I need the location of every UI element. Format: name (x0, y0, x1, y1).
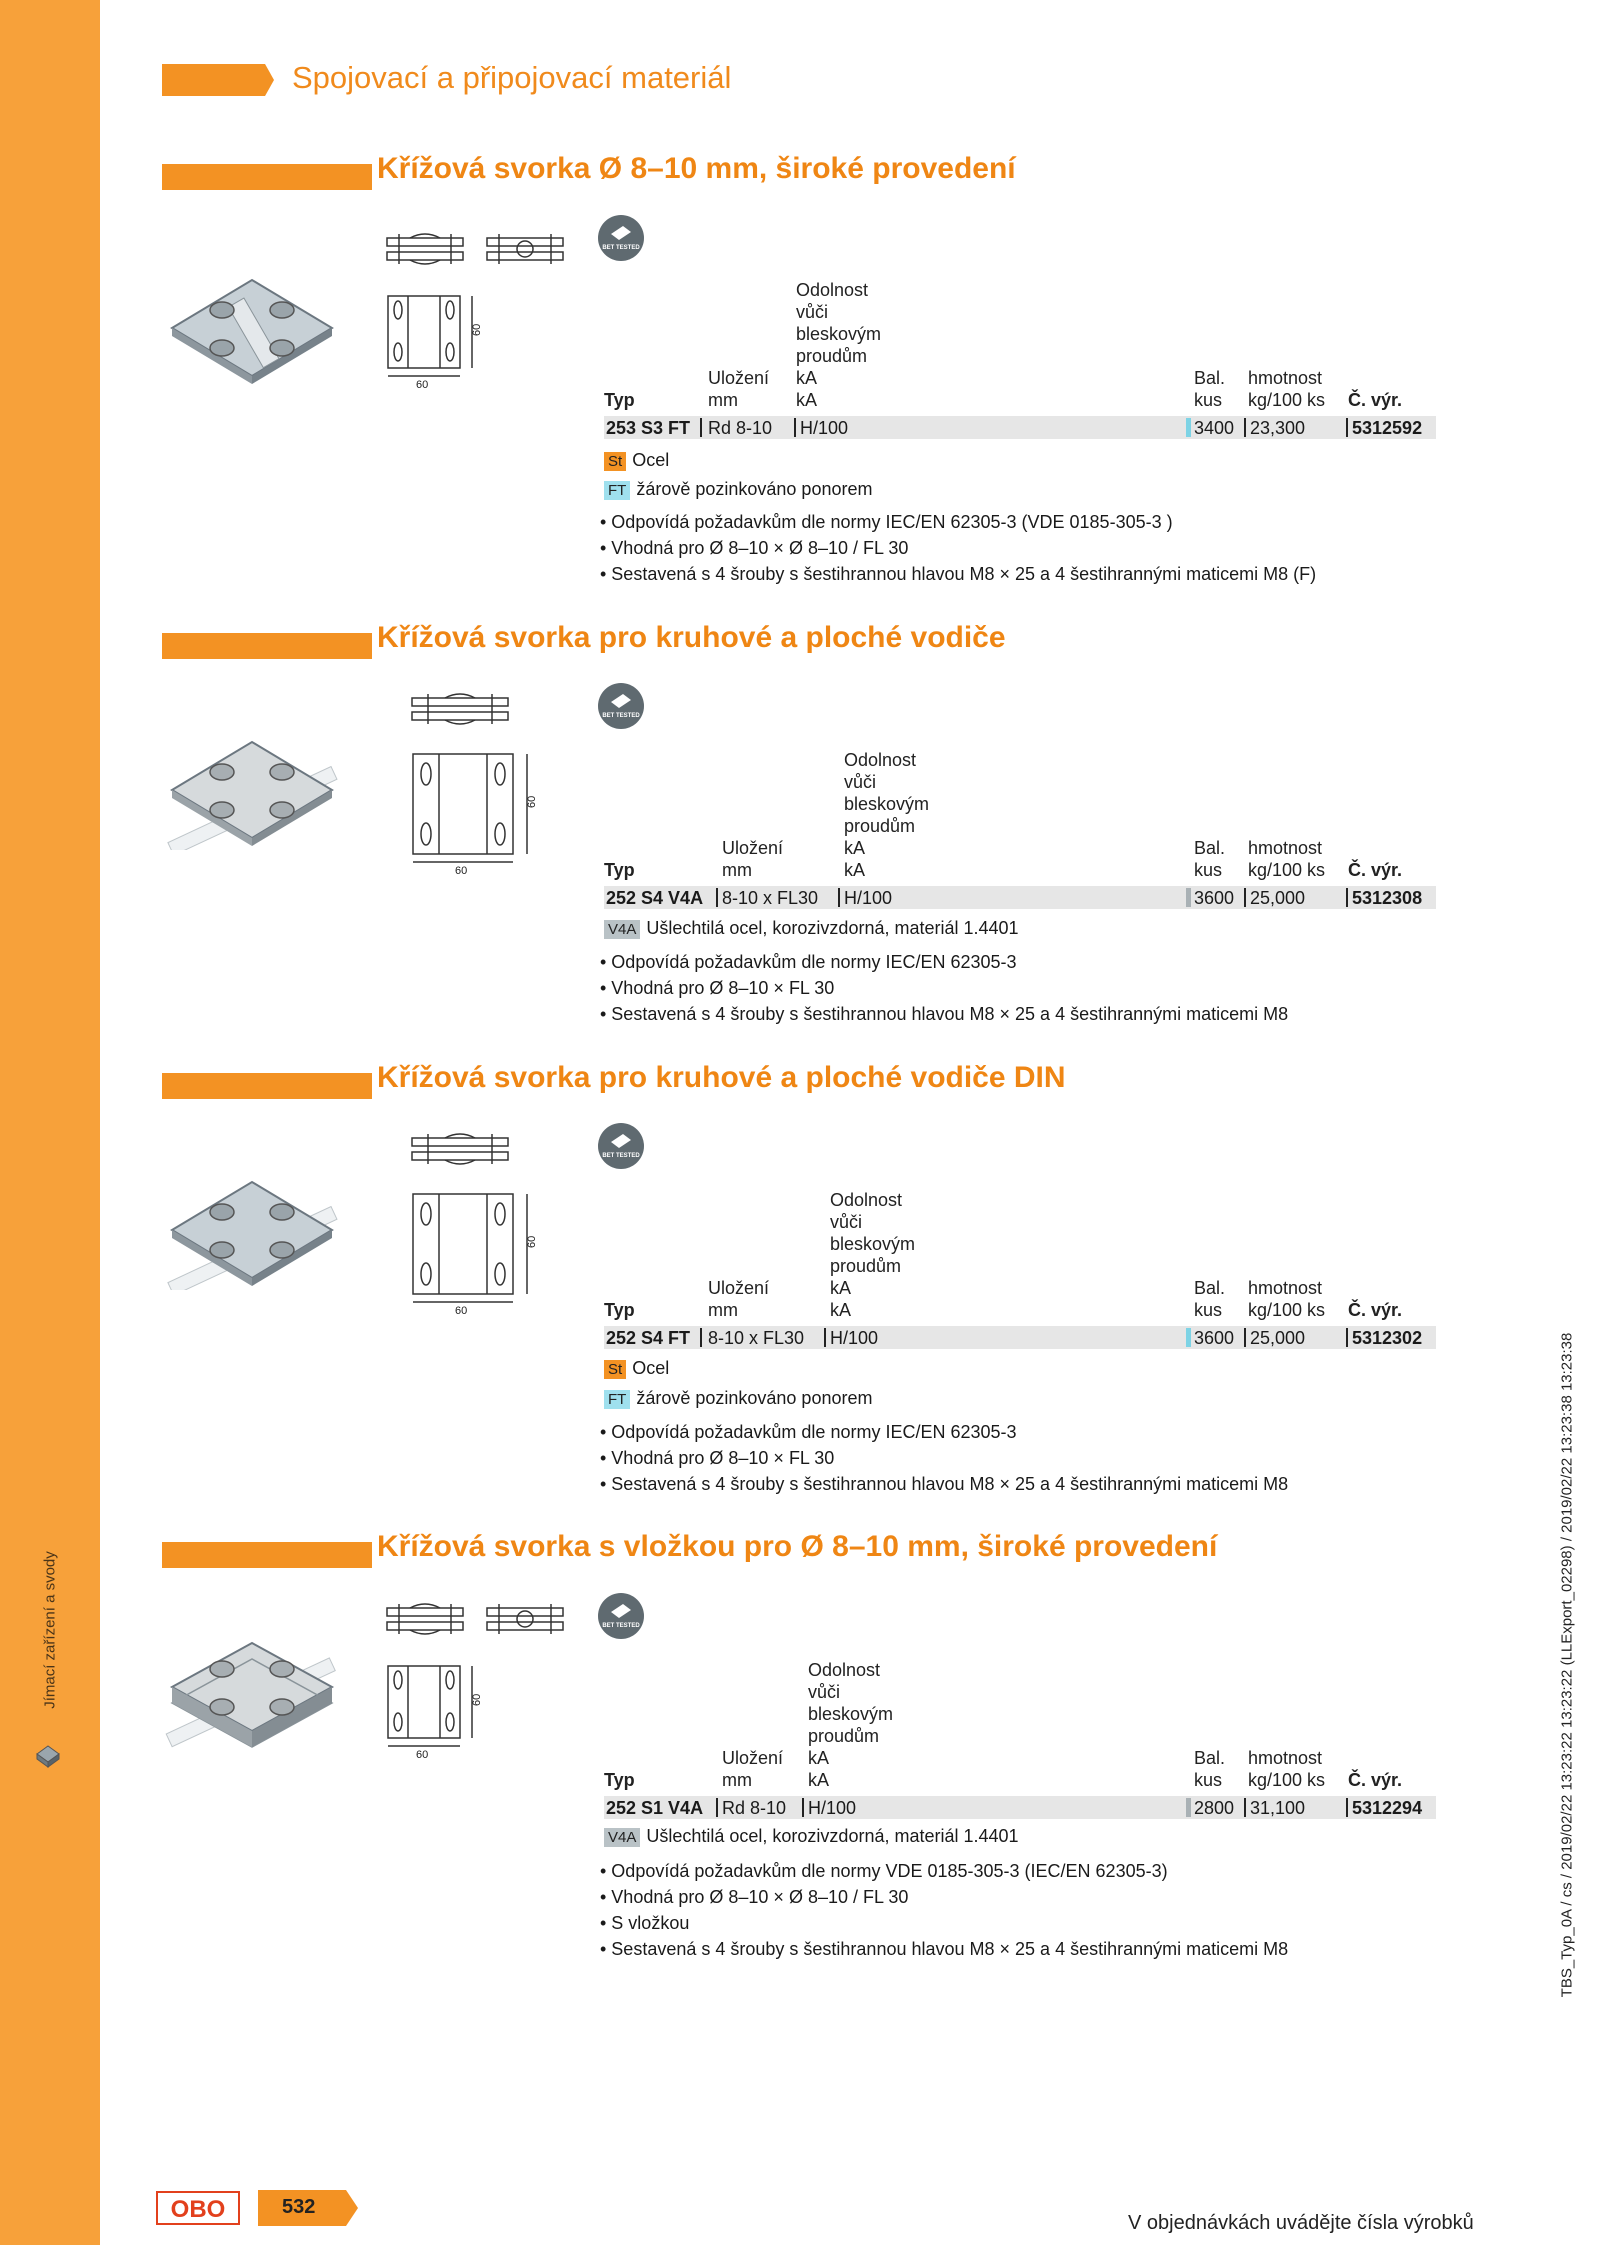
dimension-label: 60 (455, 1305, 468, 1317)
footer-note: V objednávkách uvádějte čísla výrobků (1128, 2212, 1474, 2234)
dimension-label: 60 (416, 379, 429, 390)
section-title: Křížová svorka pro kruhové a ploché vodiče DIN (377, 1061, 1066, 1094)
header-accent-bar (162, 64, 274, 96)
section-accent-bar (162, 633, 372, 659)
top-view-drawing (380, 290, 485, 390)
list-item: • Sestavená s 4 šrouby s šestihrannou hlavou M8 × 25 a 4 šestihrannými maticemi M8 (600, 1939, 1289, 1959)
section-title: Křížová svorka s vložkou pro Ø 8–10 mm, široké provedení (377, 1530, 1218, 1563)
table-row: 252 S4 FT 8-10 x FL30 H/100 3600 25,000 5312302 (604, 1326, 1436, 1349)
list-item: • Vhodná pro Ø 8–10 × Ø 8–10 / FL 30 (600, 538, 909, 558)
list-item: • Odpovídá požadavkům dle normy IEC/EN 62305-3 (VDE 0185-305-3 ) (600, 512, 1173, 532)
list-item: • Odpovídá požadavkům dle normy IEC/EN 62305-3 (600, 1422, 1017, 1442)
page-number: 532 (282, 2196, 316, 2218)
section-title: Křížová svorka pro kruhové a ploché vodiče (377, 621, 1006, 654)
bet-tested-icon (597, 682, 645, 730)
feature-list (600, 949, 1288, 1027)
list-item: • Sestavená s 4 šrouby s šestihrannou hlavou M8 × 25 a 4 šestihrannými maticemi M8 (600, 1004, 1289, 1024)
material-line: V4A Ušlechtilá ocel, korozivzdorná, materiál 1.4401 (604, 918, 1019, 939)
document-code: TBS_Typ_0A / cs / 2019/02/22 13:23:22 13:23:22 (LLExport_02298) / 2019/02/22 13:23:38 13:23:38 (1558, 1332, 1576, 1998)
obo-logo (156, 2190, 240, 2226)
material-line: FT žárově pozinkováno ponorem (604, 1388, 872, 1409)
table-row: 253 S3 FT Rd 8-10 H/100 3400 23,300 5312592 (604, 416, 1436, 439)
list-item: • Sestavená s 4 šrouby s šestihrannou hlavou M8 × 25 a 4 šestihrannými maticemi M8 (F) (600, 564, 1317, 584)
dimension-label: 60 (455, 865, 468, 877)
feature-list (600, 1419, 1288, 1497)
table-row: 252 S1 V4A Rd 8-10 H/100 2800 31,100 5312294 (604, 1796, 1436, 1819)
dimension-label: 60 (526, 1235, 538, 1248)
feature-list (600, 509, 1316, 587)
sidebar-label: Jímací zařízení a svody (41, 1551, 59, 1709)
side-view-drawing (410, 690, 510, 730)
svg-text:BET TESTED: BET TESTED (602, 1623, 640, 1629)
front-view-drawing (485, 230, 565, 270)
sidebar-strip (0, 0, 100, 2245)
list-item: • Odpovídá požadavkům dle normy IEC/EN 62305-3 (600, 952, 1017, 972)
svg-text:OBO: OBO (170, 2196, 226, 2223)
svg-text:BET TESTED: BET TESTED (602, 713, 640, 719)
section-accent-bar (162, 1542, 372, 1568)
clamp-icon (34, 1742, 62, 1770)
section-accent-bar (162, 1073, 372, 1099)
svg-text:BET TESTED: BET TESTED (602, 245, 640, 251)
top-view-drawing (405, 1188, 540, 1318)
bet-tested-icon (597, 1592, 645, 1640)
product-photo (162, 1625, 342, 1760)
front-view-drawing (485, 1600, 565, 1640)
side-view-drawing (385, 1600, 465, 1640)
product-photo (162, 258, 342, 388)
dimension-label: 60 (471, 323, 483, 336)
dimension-label: 60 (416, 1749, 429, 1760)
material-line: V4A Ušlechtilá ocel, korozivzdorná, materiál 1.4401 (604, 1826, 1019, 1847)
bet-tested-icon (597, 214, 645, 262)
top-view-drawing (380, 1660, 485, 1760)
section-title: Křížová svorka Ø 8–10 mm, široké provedení (377, 152, 1016, 185)
list-item: • Sestavená s 4 šrouby s šestihrannou hlavou M8 × 25 a 4 šestihrannými maticemi M8 (600, 1474, 1289, 1494)
feature-list (600, 1858, 1288, 1962)
svg-text:BET TESTED: BET TESTED (602, 1153, 640, 1159)
section-accent-bar (162, 164, 372, 190)
bet-tested-icon (597, 1122, 645, 1170)
material-line: St Ocel (604, 1358, 669, 1379)
list-item: • Vhodná pro Ø 8–10 × FL 30 (600, 1448, 835, 1468)
side-view-drawing (410, 1130, 510, 1170)
table-row: 252 S4 V4A 8-10 x FL30 H/100 3600 25,000 5312308 (604, 886, 1436, 909)
material-line: St Ocel (604, 450, 669, 471)
page-title: Spojovací a připojovací materiál (292, 60, 732, 95)
top-view-drawing (405, 748, 540, 878)
list-item: • S vložkou (600, 1913, 690, 1933)
material-line: FT žárově pozinkováno ponorem (604, 479, 872, 500)
list-item: • Vhodná pro Ø 8–10 × Ø 8–10 / FL 30 (600, 1887, 909, 1907)
list-item: • Vhodná pro Ø 8–10 × FL 30 (600, 978, 835, 998)
product-photo (162, 720, 342, 850)
dimension-label: 60 (526, 795, 538, 808)
side-view-drawing (385, 230, 465, 270)
product-photo (162, 1160, 342, 1290)
list-item: • Odpovídá požadavkům dle normy VDE 0185-305-3 (IEC/EN 62305-3) (600, 1861, 1168, 1881)
dimension-label: 60 (471, 1693, 483, 1706)
